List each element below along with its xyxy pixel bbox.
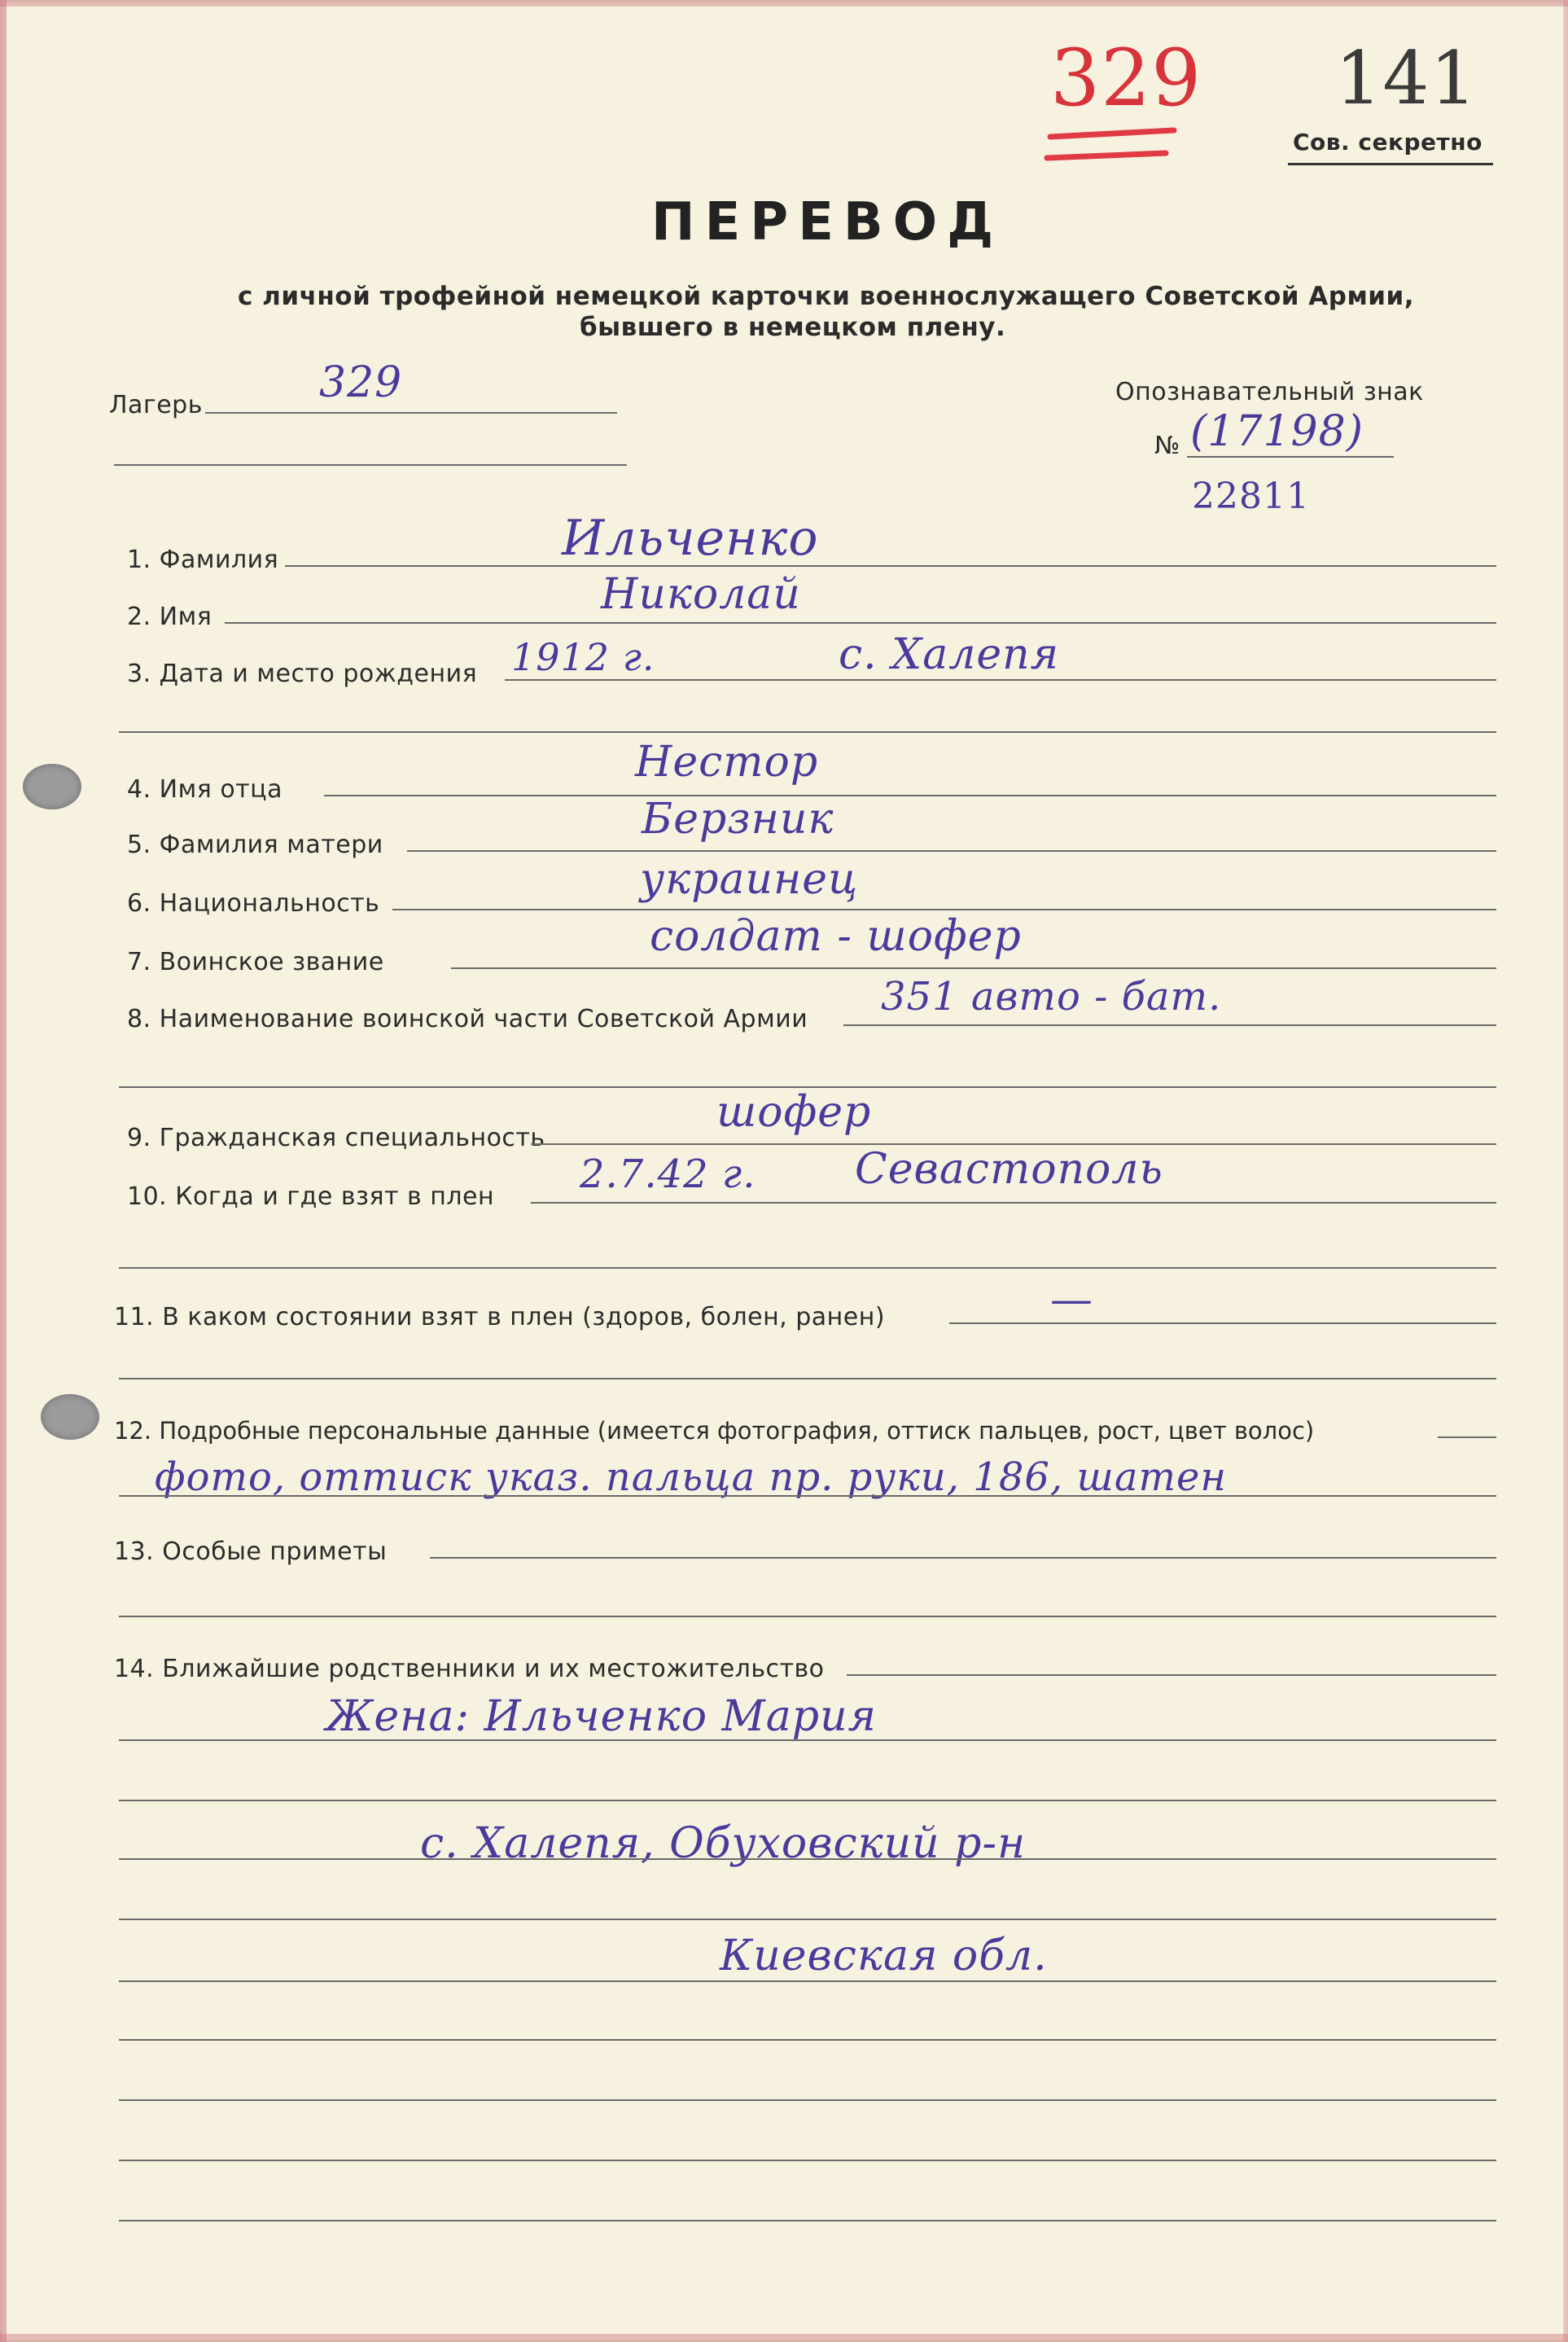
field-4-label: 4. Имя отца: [127, 775, 283, 804]
field-10-label: 10. Когда и где взят в плен: [127, 1182, 495, 1211]
relatives-rule-4: [119, 1919, 1496, 1920]
relatives-line-3: Киевская обл.: [720, 1932, 1048, 1980]
field-3-value-extra: с. Халепя: [839, 630, 1060, 679]
field-11-value: —: [1050, 1275, 1093, 1324]
camp-underline: [205, 412, 617, 414]
field-2-value: Николай: [601, 570, 801, 619]
field-4-value: Нестор: [635, 738, 819, 787]
camp-label: Лагерь: [109, 391, 203, 419]
field-9-value: шофер: [716, 1088, 872, 1137]
subtitle-line-2: бывшего в немецком плену.: [580, 313, 1006, 342]
field-8-underline: [843, 1024, 1496, 1026]
field-1-underline: [285, 565, 1496, 567]
field-9-label: 9. Гражданская специальность: [127, 1124, 545, 1152]
red-annotation-number: 329: [1050, 33, 1202, 124]
relatives-rule-8: [119, 2160, 1496, 2161]
field-11-underline-2: [119, 1378, 1496, 1379]
field-3-underline: [505, 679, 1496, 681]
field-7-label: 7. Воинское звание: [127, 948, 384, 976]
field-1-label: 1. Фамилия: [127, 546, 279, 574]
field-10-value-extra: Севастополь: [855, 1145, 1163, 1194]
camp-underline-2: [114, 464, 627, 466]
field-10-underline-2: [119, 1267, 1496, 1269]
relatives-rule-9: [119, 2220, 1496, 2221]
field-10-value: 2.7.42 г.: [580, 1151, 756, 1197]
document-title: ПЕРЕВОД: [651, 192, 1004, 252]
id-tag-value: (17198): [1190, 407, 1364, 456]
classification-label: Сов. секретно: [1293, 129, 1483, 156]
camp-value: 329: [319, 358, 403, 407]
field-8-value: 351 авто - бат.: [881, 974, 1222, 1020]
field-4-underline: [324, 795, 1496, 796]
paper-edge-bottom: [0, 2334, 1568, 2342]
red-underline-strokes: [1044, 122, 1182, 179]
field-2-label: 2. Имя: [127, 603, 212, 631]
field-5-value: Берзник: [642, 795, 834, 844]
field-3-underline-2: [119, 731, 1496, 733]
field-5-label: 5. Фамилия матери: [127, 831, 383, 859]
field-11-underline: [949, 1322, 1496, 1324]
field-6-underline: [392, 909, 1496, 910]
field-10-underline: [531, 1202, 1496, 1204]
id-tag-underline: [1187, 456, 1394, 458]
field-2-underline: [225, 622, 1496, 624]
id-tag-value-2: 22811: [1192, 476, 1310, 517]
field-12-value: фото, оттиск указ. пальца пр. руки, 186, шатен: [155, 1454, 1228, 1500]
field-13-underline: [430, 1557, 1496, 1559]
field-13-underline-2: [119, 1616, 1496, 1617]
field-7-value: солдат - шофер: [650, 912, 1022, 961]
field-1-value: Ильченко: [562, 510, 819, 567]
relatives-rule-1: [119, 1739, 1496, 1741]
field-13-label: 13. Особые приметы: [114, 1537, 388, 1566]
relatives-rule-5: [119, 1980, 1496, 1982]
field-3-value: 1912 г.: [511, 635, 655, 679]
field-12-label: 12. Подробные персональные данные (имеется фотография, оттиск пальцев, рост, цвет волос): [114, 1417, 1315, 1445]
id-tag-number-label: №: [1154, 432, 1180, 460]
relatives-rule-3: [119, 1858, 1496, 1860]
punch-hole-lower: [41, 1394, 99, 1440]
paper-edge-right: [1563, 0, 1568, 2342]
field-6-value: украинец: [640, 855, 859, 904]
field-3-label: 3. Дата и место рождения: [127, 660, 478, 688]
field-14-label: 14. Ближайшие родственники и их местожительство: [114, 1655, 825, 1683]
punch-hole-upper: [23, 764, 81, 809]
paper-edge-top: [0, 0, 1568, 7]
field-7-underline: [451, 967, 1496, 969]
field-8-label: 8. Наименование воинской части Советской Армии: [127, 1005, 808, 1033]
relatives-rule-7: [119, 2099, 1496, 2101]
field-11-label: 11. В каком состоянии взят в плен (здоров, болен, ранен): [114, 1303, 886, 1331]
field-6-label: 6. Национальность: [127, 889, 380, 918]
relatives-rule-6: [119, 2039, 1496, 2041]
id-tag-label: Опознавательный знак: [1115, 378, 1424, 406]
field-5-underline: [407, 850, 1496, 852]
relatives-line-1: Жена: Ильченко Мария: [326, 1692, 877, 1741]
field-12-underline-2: [119, 1495, 1496, 1497]
relatives-line-2: с. Халепя, Обуховский р-н: [420, 1819, 1027, 1868]
subtitle-line-1: с личной трофейной немецкой карточки военнослужащего Советской Армии,: [238, 282, 1415, 311]
classification-underline: [1288, 163, 1493, 165]
paper-edge-left: [0, 0, 7, 2342]
pencil-annotation-number: 141: [1335, 36, 1478, 121]
field-12-underline: [1438, 1436, 1496, 1438]
relatives-rule-2: [119, 1800, 1496, 1801]
field-14-underline: [847, 1674, 1496, 1676]
